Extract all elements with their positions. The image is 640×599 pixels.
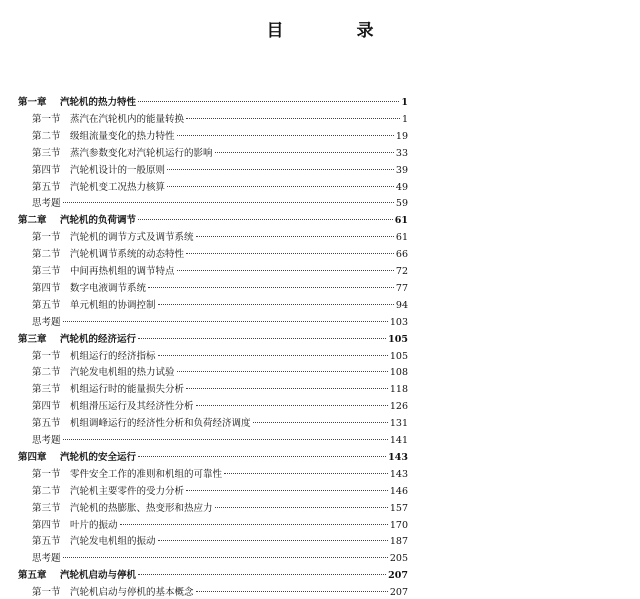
- toc-entry-number: 第五节: [32, 536, 61, 548]
- toc-entry-label: [18, 334, 136, 346]
- page-title: 目 录: [266, 21, 402, 41]
- toc-entry-label: [18, 215, 136, 227]
- toc-review-entry[interactable]: [32, 553, 408, 565]
- toc-section-entry[interactable]: [32, 165, 408, 177]
- toc-leader-dots: [138, 101, 399, 102]
- toc-page-number: 94: [395, 299, 408, 311]
- toc-entry-number: 第三节: [32, 384, 61, 396]
- toc-entry-title: 汽轮发电机组的振动: [70, 536, 156, 548]
- toc-entry-title: 机组运行的经济指标: [70, 350, 156, 362]
- toc-page-number: 1: [401, 113, 408, 125]
- toc-leader-dots: [138, 219, 393, 220]
- toc-entry-label: [32, 469, 222, 481]
- toc-entry-label: [32, 249, 184, 261]
- toc-entry-label: [32, 536, 156, 548]
- toc-entry-label: [32, 198, 61, 210]
- toc-entry-number: 第一节: [32, 113, 61, 125]
- toc-entry-label: [32, 283, 146, 295]
- toc-leader-dots: [186, 388, 388, 389]
- toc-leader-dots: [167, 186, 394, 187]
- toc-page-number: 39: [395, 164, 408, 176]
- toc-leader-dots: [253, 422, 388, 423]
- toc-page-number: 33: [395, 147, 408, 159]
- toc-entry-title: 汽轮机设计的一般原则: [70, 164, 166, 176]
- toc-leader-dots: [148, 287, 394, 288]
- toc-section-entry[interactable]: [32, 232, 408, 244]
- toc-entry-number: 第二节: [32, 367, 61, 379]
- toc-entry-number: 第二节: [32, 249, 61, 261]
- toc-entry-number: 第二节: [32, 485, 61, 497]
- toc-leader-dots: [215, 507, 388, 508]
- toc-entry-title: 汽轮机的热膨胀、热变形和热应力: [70, 502, 213, 514]
- toc-entry-number: 第五章: [18, 570, 47, 582]
- toc-entry-title: 数字电液调节系统: [70, 282, 147, 294]
- toc-section-entry[interactable]: [32, 536, 408, 548]
- toc-leader-dots: [186, 253, 394, 254]
- toc-entry-number: 第五节: [32, 418, 61, 430]
- toc-leader-dots: [167, 169, 394, 170]
- toc-page-number: 157: [389, 502, 408, 514]
- toc-entry-number: 第五节: [32, 299, 61, 311]
- toc-entry-title: 蒸汽参数变化对汽轮机运行的影响: [70, 147, 213, 159]
- toc-entry-number: 第二节: [32, 130, 61, 142]
- toc-page-number: 207: [389, 587, 408, 599]
- toc-entry-title: 中间再热机组的调节特点: [70, 266, 175, 277]
- toc-page-number: 103: [389, 316, 408, 328]
- toc-entry-title: 汽轮发电机组的热力试验: [70, 367, 175, 379]
- toc-section-entry[interactable]: [32, 418, 408, 430]
- toc-entry-number: 第一节: [32, 232, 61, 244]
- toc-page-number: 105: [389, 350, 408, 362]
- toc-entry-title: 蒸汽在汽轮机内的能量转换: [70, 113, 185, 125]
- toc-section-entry[interactable]: [32, 300, 408, 312]
- toc-entry-number: 第一节: [32, 587, 61, 599]
- toc-page-number: 143: [389, 468, 408, 480]
- toc-section-entry[interactable]: [32, 367, 408, 379]
- toc-entry-number: 第二章: [18, 215, 47, 227]
- toc-entry-label: [32, 553, 61, 565]
- toc-leader-dots: [196, 591, 388, 592]
- toc-section-entry[interactable]: [32, 114, 408, 126]
- toc-entry-title: 汽轮机的安全运行: [60, 451, 137, 463]
- toc-entry-title: 汽轮机调节系统的动态特性: [70, 249, 185, 261]
- toc-leader-dots: [138, 574, 386, 575]
- toc-section-entry[interactable]: [32, 148, 408, 160]
- toc-chapter-entry[interactable]: [18, 452, 408, 464]
- toc-page-number: 66: [395, 249, 408, 261]
- toc-entry-label: [32, 418, 251, 430]
- toc-leader-dots: [186, 118, 400, 119]
- toc-leader-dots: [158, 540, 388, 541]
- toc-page-number: 126: [389, 401, 408, 413]
- toc-entry-number: 第三节: [32, 266, 61, 277]
- toc-entry-label: [32, 520, 118, 532]
- toc-entry-label: [32, 435, 61, 447]
- toc-section-entry[interactable]: [32, 401, 408, 413]
- toc-leader-dots: [177, 270, 394, 271]
- toc-leader-dots: [138, 338, 386, 339]
- toc-chapter-entry[interactable]: [18, 334, 408, 346]
- toc-entry-title: 思考题: [32, 316, 61, 328]
- toc-entry-label: [32, 148, 213, 160]
- toc-leader-dots: [120, 524, 388, 525]
- toc-page-number: 105: [388, 333, 408, 345]
- toc-entry-title: 机组调峰运行的经济性分析和负荷经济调度: [70, 418, 251, 430]
- toc-entry-label: [32, 165, 165, 177]
- toc-entry-title: 叶片的振动: [70, 519, 118, 531]
- toc-page-number: 205: [389, 553, 408, 565]
- toc-page-number: 207: [388, 570, 408, 582]
- toc-section-entry[interactable]: [32, 351, 408, 363]
- toc-entry-title: 级组流量变化的热力特性: [70, 130, 175, 142]
- toc-leader-dots: [63, 439, 388, 440]
- toc-entry-title: 汽轮机的负荷调节: [60, 215, 137, 227]
- toc-entry-label: [32, 367, 175, 379]
- toc-leader-dots: [196, 236, 394, 237]
- toc-leader-dots: [158, 304, 394, 305]
- toc-entry-number: 第三节: [32, 502, 61, 514]
- toc-review-entry[interactable]: [32, 435, 408, 447]
- toc-section-entry[interactable]: [32, 486, 408, 498]
- toc-entry-label: [18, 452, 136, 464]
- toc-section-entry[interactable]: [32, 283, 408, 295]
- toc-page-number: 77: [395, 282, 408, 294]
- toc-leader-dots: [177, 371, 388, 372]
- toc-entry-title: 汽轮机启动与停机: [60, 570, 137, 582]
- toc-entry-title: 机组运行时的能量损失分析: [70, 384, 185, 396]
- toc-section-entry[interactable]: [32, 384, 408, 396]
- toc-entry-number: 第四节: [32, 282, 61, 294]
- toc-section-entry[interactable]: [32, 182, 408, 194]
- toc-entry-label: [32, 503, 213, 515]
- toc-page-number: 170: [389, 519, 408, 531]
- toc-entry-label: [18, 570, 136, 582]
- toc-entry-label: [32, 232, 194, 244]
- toc-entry-label: [32, 384, 184, 396]
- toc-page-number: 61: [394, 215, 408, 227]
- toc-leader-dots: [63, 557, 388, 558]
- toc-page-number: 59: [395, 198, 408, 210]
- toc-entry-label: [32, 401, 194, 413]
- toc-entry-number: 第三章: [18, 333, 47, 345]
- toc-entry-label: [32, 486, 184, 498]
- toc-chapter-entry[interactable]: [18, 570, 408, 582]
- toc-entry-label: [32, 182, 165, 194]
- toc-entry-number: 第四节: [32, 401, 61, 413]
- toc-entry-title: 汽轮机的调节方式及调节系统: [70, 232, 194, 244]
- toc-page-number: 141: [389, 435, 408, 446]
- toc-entry-label: [32, 351, 156, 363]
- toc-chapter-entry[interactable]: [18, 97, 408, 109]
- toc-page-number: 1: [401, 97, 408, 108]
- toc-entry-number: 第四章: [18, 451, 47, 463]
- toc-page-number: 143: [388, 451, 408, 463]
- toc-section-entry[interactable]: [32, 503, 408, 515]
- toc-page-number: 19: [395, 130, 408, 142]
- toc-section-entry[interactable]: [32, 266, 408, 278]
- toc-entry-title: 单元机组的协调控制: [70, 299, 156, 311]
- toc-leader-dots: [186, 490, 388, 491]
- toc-review-entry[interactable]: [32, 317, 408, 329]
- toc-entry-title: 机组滑压运行及其经济性分析: [70, 401, 194, 413]
- toc-leader-dots: [63, 321, 388, 322]
- toc-entry-label: [32, 114, 184, 126]
- toc-section-entry[interactable]: [32, 249, 408, 261]
- toc-entry-label: [32, 131, 175, 143]
- toc-entry-title: 零件安全工作的准则和机组的可靠性: [70, 468, 223, 480]
- toc-page-number: 118: [389, 384, 408, 396]
- toc-leader-dots: [224, 473, 388, 474]
- toc-entry-title: 汽轮机主要零件的受力分析: [70, 485, 185, 497]
- toc-section-entry[interactable]: [32, 520, 408, 532]
- toc-entry-number: 第四节: [32, 519, 61, 531]
- toc-page-number: 146: [389, 485, 408, 497]
- toc-leader-dots: [196, 405, 388, 406]
- toc-review-entry[interactable]: [32, 198, 408, 210]
- toc-entry-number: 第四节: [32, 164, 61, 176]
- toc-entry-number: 第五节: [32, 181, 61, 193]
- toc-entry-title: 思考题: [32, 198, 61, 210]
- toc-page-number: 49: [395, 181, 408, 193]
- toc-entry-label: [32, 317, 61, 329]
- toc-page-number: 131: [389, 418, 408, 430]
- toc-page-number: 72: [395, 266, 408, 277]
- toc-leader-dots: [215, 152, 394, 153]
- toc-entry-title: 汽轮机启动与停机的基本概念: [70, 587, 194, 599]
- toc-entry-label: [32, 266, 175, 278]
- toc-entry-title: 汽轮机的经济运行: [60, 333, 137, 345]
- toc-entry-title: 汽轮机变工况热力核算: [70, 181, 166, 193]
- toc-entry-label: [32, 300, 156, 312]
- toc-page-number: 61: [395, 232, 408, 244]
- toc-entry-number: 第一节: [32, 350, 61, 362]
- toc-page-number: 108: [389, 367, 408, 379]
- toc-entry-title: 思考题: [32, 553, 61, 565]
- toc-page-number: 187: [389, 536, 408, 548]
- toc-leader-dots: [177, 135, 394, 136]
- toc-chapter-entry[interactable]: [18, 215, 408, 227]
- toc-entry-number: 第一节: [32, 468, 61, 480]
- toc-section-entry[interactable]: [32, 131, 408, 143]
- toc-leader-dots: [138, 456, 386, 457]
- toc-entry-number: 第三节: [32, 147, 61, 159]
- toc-entry-number: 第一章: [18, 97, 47, 108]
- toc-leader-dots: [158, 355, 388, 356]
- toc-entry-title: 汽轮机的热力特性: [60, 97, 137, 108]
- toc-entry-label: [18, 97, 136, 109]
- toc-section-entry[interactable]: [32, 469, 408, 481]
- toc-entry-title: 思考题: [32, 435, 61, 446]
- toc-leader-dots: [63, 202, 394, 203]
